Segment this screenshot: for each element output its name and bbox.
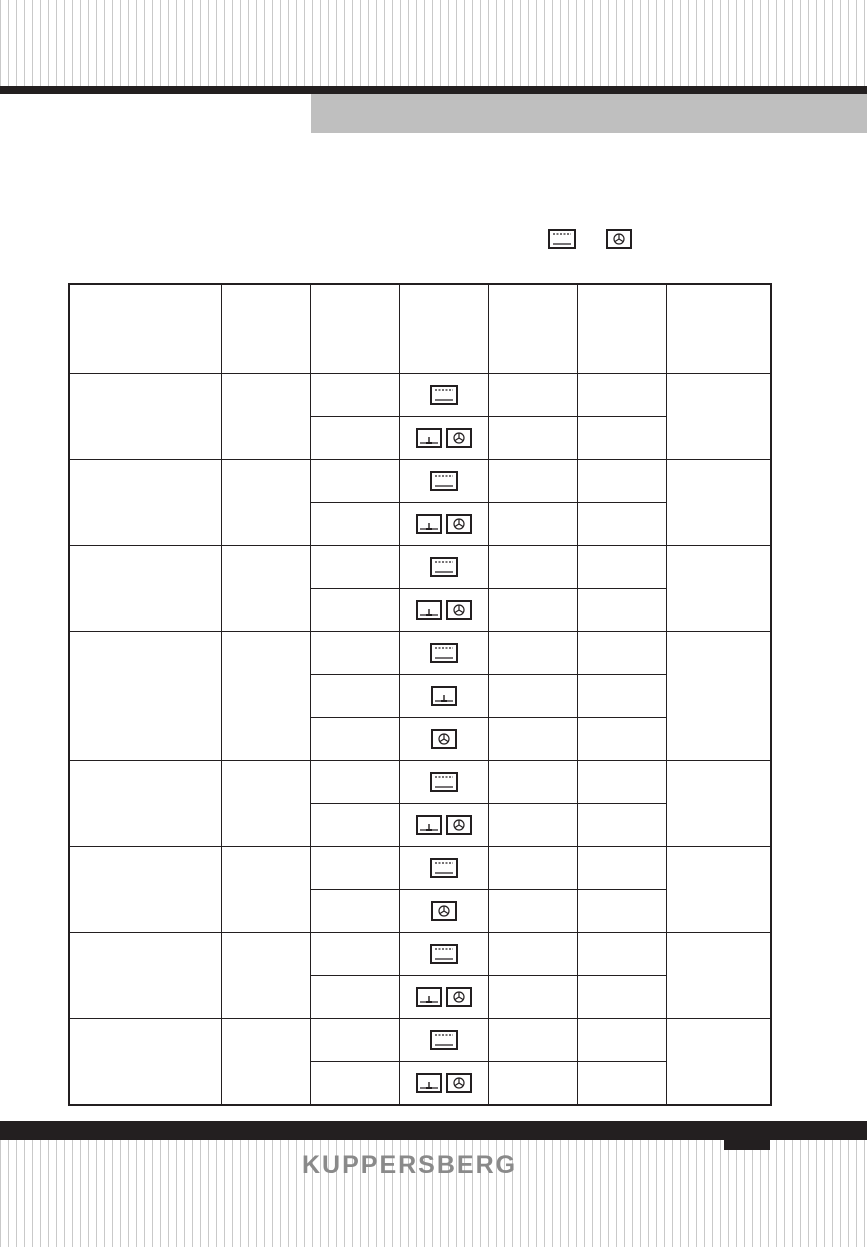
- notes-cell: [666, 374, 771, 460]
- table-row: [69, 1019, 771, 1062]
- weight-cell: [221, 933, 310, 1019]
- mode-cell: [399, 589, 488, 632]
- time-cell: [577, 589, 666, 632]
- mode-cell: [399, 632, 488, 675]
- page-number-tab: [724, 1136, 770, 1150]
- fan-icon: [446, 600, 472, 620]
- time-cell: [577, 804, 666, 847]
- header-cell: [399, 284, 488, 374]
- temperature-cell: [310, 804, 399, 847]
- header-cell: [666, 284, 771, 374]
- level-cell: [488, 374, 577, 417]
- temperature-cell: [310, 503, 399, 546]
- temperature-cell: [310, 847, 399, 890]
- time-cell: [577, 890, 666, 933]
- dish-cell: [69, 374, 221, 460]
- level-cell: [488, 718, 577, 761]
- temperature-cell: [310, 933, 399, 976]
- level-cell: [488, 589, 577, 632]
- weight-cell: [221, 847, 310, 933]
- mode-cell: [399, 761, 488, 804]
- legend-fan-icon: [606, 229, 632, 254]
- level-cell: [488, 503, 577, 546]
- grill-icon: [430, 557, 458, 577]
- header-cell: [577, 284, 666, 374]
- weight-cell: [221, 761, 310, 847]
- level-cell: [488, 890, 577, 933]
- mode-cell: [399, 675, 488, 718]
- time-cell: [577, 1019, 666, 1062]
- header-cell: [488, 284, 577, 374]
- level-cell: [488, 417, 577, 460]
- header-cell: [310, 284, 399, 374]
- mode-cell: [399, 546, 488, 589]
- notes-cell: [666, 460, 771, 546]
- header-rule: [0, 86, 867, 94]
- temperature-cell: [310, 546, 399, 589]
- table-row: [69, 761, 771, 804]
- time-cell: [577, 718, 666, 761]
- bottom-heat-icon: [416, 815, 442, 835]
- legend-grill-icon: [548, 229, 576, 254]
- dish-cell: [69, 761, 221, 847]
- weight-cell: [221, 374, 310, 460]
- fan-icon: [446, 815, 472, 835]
- level-cell: [488, 460, 577, 503]
- temperature-cell: [310, 761, 399, 804]
- level-cell: [488, 976, 577, 1019]
- brand-logo: KUPPERSBERG: [302, 1151, 518, 1179]
- mode-cell: [399, 460, 488, 503]
- grill-icon: [430, 643, 458, 663]
- dish-cell: [69, 847, 221, 933]
- time-cell: [577, 503, 666, 546]
- mode-cell: [399, 417, 488, 460]
- table-row: [69, 933, 771, 976]
- notes-cell: [666, 761, 771, 847]
- temperature-cell: [310, 417, 399, 460]
- time-cell: [577, 976, 666, 1019]
- bottom-heat-icon: [416, 514, 442, 534]
- temperature-cell: [310, 374, 399, 417]
- mode-cell: [399, 718, 488, 761]
- time-cell: [577, 460, 666, 503]
- fan-icon: [431, 729, 457, 749]
- dish-cell: [69, 632, 221, 761]
- dish-cell: [69, 1019, 221, 1106]
- notes-cell: [666, 933, 771, 1019]
- time-cell: [577, 675, 666, 718]
- mode-cell: [399, 976, 488, 1019]
- dish-cell: [69, 546, 221, 632]
- level-cell: [488, 546, 577, 589]
- fan-icon: [446, 1073, 472, 1093]
- table-row: [69, 460, 771, 503]
- mode-cell: [399, 503, 488, 546]
- level-cell: [488, 1062, 577, 1106]
- mode-cell: [399, 890, 488, 933]
- temperature-cell: [310, 460, 399, 503]
- mode-cell: [399, 1019, 488, 1062]
- weight-cell: [221, 632, 310, 761]
- bottom-heat-icon: [431, 686, 457, 706]
- fan-icon: [446, 428, 472, 448]
- mode-cell: [399, 374, 488, 417]
- temperature-cell: [310, 675, 399, 718]
- notes-cell: [666, 1019, 771, 1106]
- grill-icon: [430, 944, 458, 964]
- level-cell: [488, 1019, 577, 1062]
- notes-cell: [666, 847, 771, 933]
- time-cell: [577, 761, 666, 804]
- temperature-cell: [310, 890, 399, 933]
- mode-cell: [399, 847, 488, 890]
- time-cell: [577, 632, 666, 675]
- grill-icon: [430, 385, 458, 405]
- level-cell: [488, 761, 577, 804]
- temperature-cell: [310, 718, 399, 761]
- time-cell: [577, 847, 666, 890]
- header-stripe-pattern: [0, 0, 867, 86]
- temperature-cell: [310, 589, 399, 632]
- level-cell: [488, 632, 577, 675]
- grill-icon: [430, 772, 458, 792]
- time-cell: [577, 374, 666, 417]
- mode-cell: [399, 804, 488, 847]
- table-row: [69, 546, 771, 589]
- temperature-cell: [310, 1019, 399, 1062]
- mode-cell: [399, 933, 488, 976]
- fan-icon: [446, 987, 472, 1007]
- level-cell: [488, 933, 577, 976]
- grill-icon: [430, 471, 458, 491]
- header-cell: [221, 284, 310, 374]
- weight-cell: [221, 1019, 310, 1106]
- mode-cell: [399, 1062, 488, 1106]
- cooking-modes-table: [68, 283, 772, 1106]
- table-body: [69, 374, 771, 1106]
- bottom-heat-icon: [416, 987, 442, 1007]
- section-header-band: [311, 94, 867, 133]
- time-cell: [577, 1062, 666, 1106]
- weight-cell: [221, 460, 310, 546]
- dish-cell: [69, 933, 221, 1019]
- bottom-heat-icon: [416, 600, 442, 620]
- fan-icon: [431, 901, 457, 921]
- dish-cell: [69, 460, 221, 546]
- fan-icon: [446, 514, 472, 534]
- table-header-row: [69, 284, 771, 374]
- level-cell: [488, 675, 577, 718]
- level-cell: [488, 804, 577, 847]
- table-row: [69, 847, 771, 890]
- weight-cell: [221, 546, 310, 632]
- header-cell: [69, 284, 221, 374]
- notes-cell: [666, 632, 771, 761]
- notes-cell: [666, 546, 771, 632]
- bottom-heat-icon: [416, 1073, 442, 1093]
- grill-icon: [430, 858, 458, 878]
- table-row: [69, 374, 771, 417]
- level-cell: [488, 847, 577, 890]
- temperature-cell: [310, 1062, 399, 1106]
- time-cell: [577, 417, 666, 460]
- bottom-heat-icon: [416, 428, 442, 448]
- grill-icon: [430, 1030, 458, 1050]
- time-cell: [577, 933, 666, 976]
- temperature-cell: [310, 632, 399, 675]
- table-row: [69, 632, 771, 675]
- temperature-cell: [310, 976, 399, 1019]
- time-cell: [577, 546, 666, 589]
